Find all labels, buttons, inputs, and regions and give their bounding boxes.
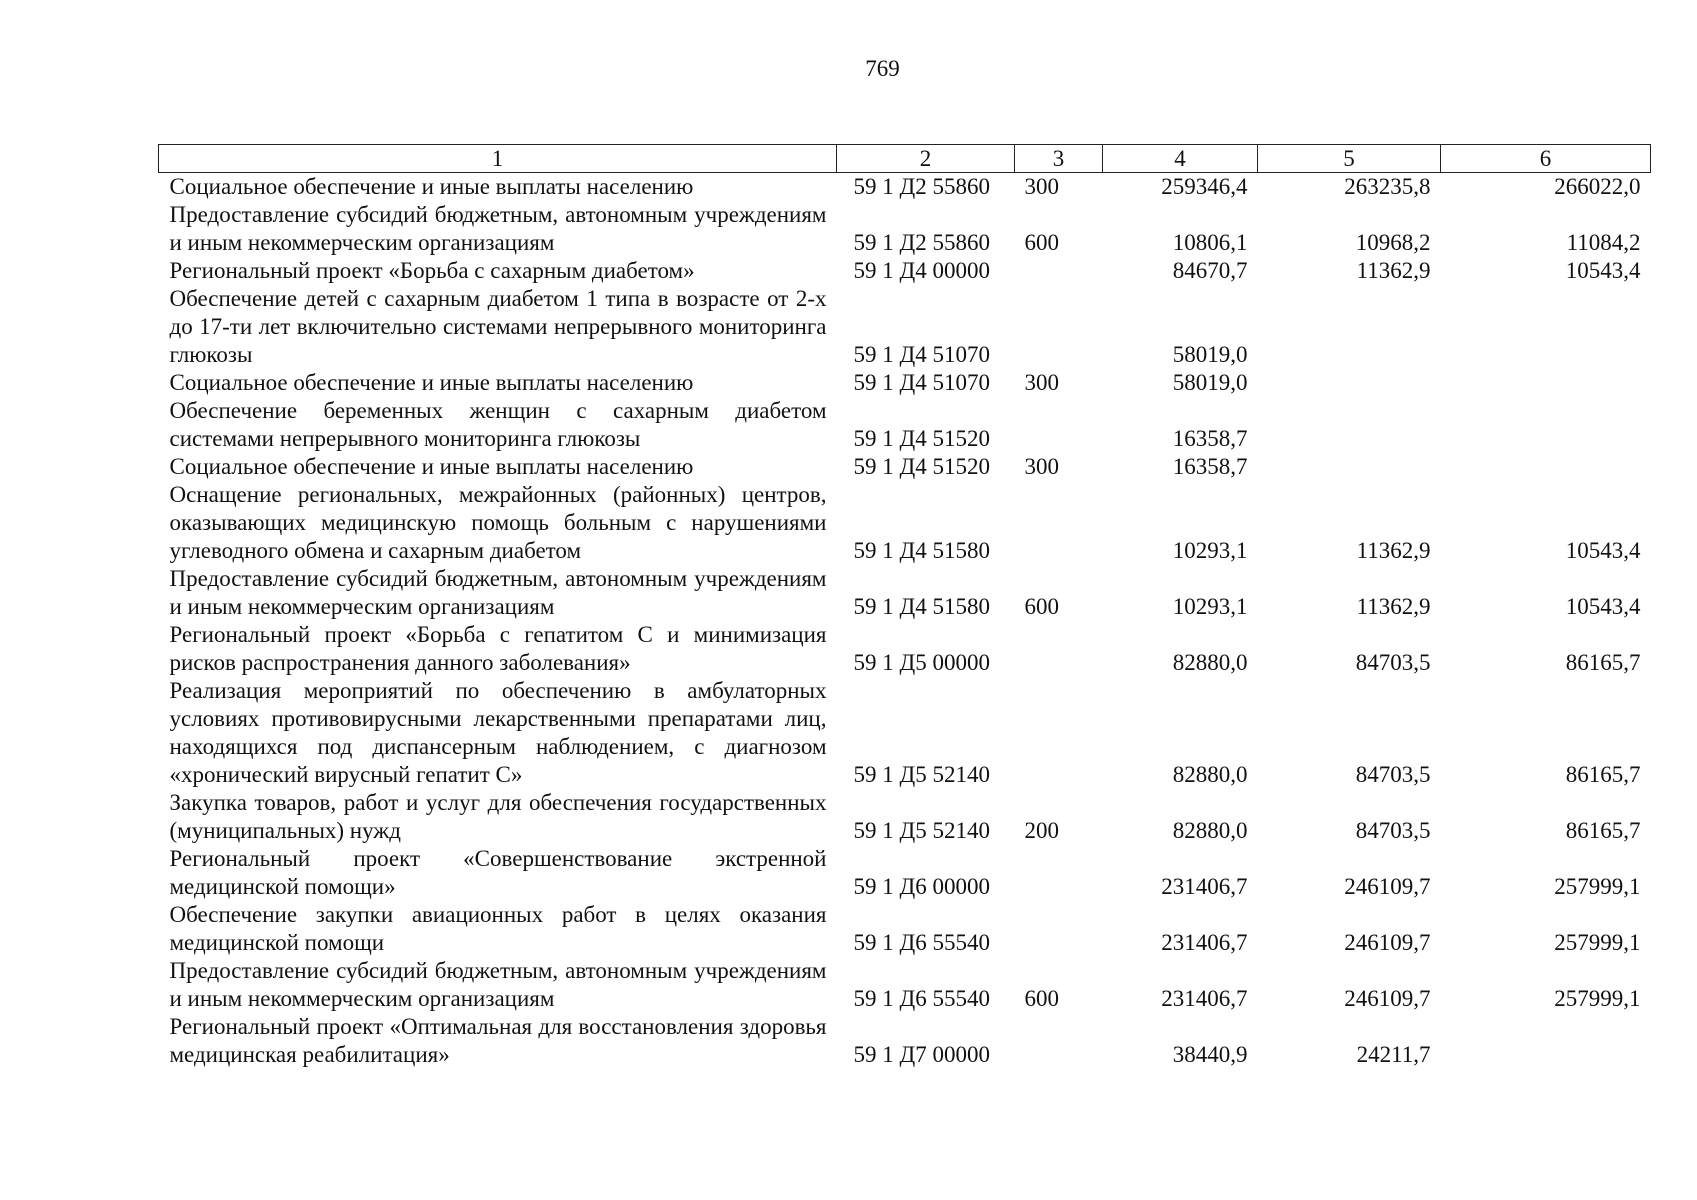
- page-number: 769: [865, 56, 900, 81]
- table-row: [159, 901, 1651, 957]
- table-row: [159, 957, 1651, 1013]
- row-code: 59 1 Д5 52140: [853, 818, 990, 843]
- row-value-col5: 263235,8: [1344, 174, 1431, 199]
- row-code: 59 1 Д7 00000: [853, 1042, 990, 1067]
- row-code: 59 1 Д4 51070: [853, 370, 990, 395]
- row-value-col4: 231406,7: [1161, 930, 1248, 955]
- row-expense-type: 300: [1024, 174, 1059, 199]
- row-name: Обеспечение детей с сахарным диабетом 1 типа в возрасте от 2-х до 17-ти лет включительно системами непрерывного мониторинга глюкозы: [169, 286, 827, 367]
- table-row: [159, 677, 1651, 789]
- column-header-1: 1: [159, 145, 837, 173]
- row-value-col5: 11362,9: [1356, 538, 1431, 563]
- row-value-col6: 266022,0: [1554, 174, 1641, 199]
- row-value-col4: 82880,0: [1172, 762, 1248, 787]
- row-code: 59 1 Д2 55860: [853, 230, 990, 255]
- table-row: [159, 1013, 1651, 1069]
- row-code: 59 1 Д4 51070: [853, 342, 990, 367]
- row-value-col6: [1441, 397, 1651, 453]
- row-value-col4: 231406,7: [1161, 986, 1248, 1011]
- row-expense-type: 300: [1024, 370, 1059, 395]
- row-value-col6: 86165,7: [1565, 762, 1641, 787]
- row-name: Региональный проект «Борьба с гепатитом С и минимизация рисков распространения данного заболевания»: [169, 622, 827, 675]
- table-row: [159, 285, 1651, 369]
- row-name: Предоставление субсидий бюджетным, автономным учреждениям и иным некоммерческим организациям: [169, 202, 827, 255]
- column-header-2: 2: [837, 145, 1015, 173]
- row-value-col6: 257999,1: [1554, 930, 1641, 955]
- row-value-col5: [1258, 453, 1441, 481]
- row-value-col5: [1258, 285, 1441, 369]
- row-code: 59 1 Д4 51580: [853, 594, 990, 619]
- row-value-col6: 10543,4: [1565, 258, 1641, 283]
- row-value-col4: 10806,1: [1172, 230, 1248, 255]
- row-code: 59 1 Д5 00000: [853, 650, 990, 675]
- row-value-col4: 231406,7: [1161, 874, 1248, 899]
- row-expense-type: 200: [1024, 818, 1059, 843]
- table-row: [159, 845, 1651, 901]
- row-expense-type: 300: [1024, 454, 1059, 479]
- row-expense-type: [1015, 621, 1103, 677]
- row-value-col4: 82880,0: [1172, 818, 1248, 843]
- row-value-col4: 259346,4: [1161, 174, 1248, 199]
- row-value-col5: 11362,9: [1356, 594, 1431, 619]
- row-value-col6: [1441, 285, 1651, 369]
- row-value-col5: 84703,5: [1355, 762, 1431, 787]
- row-value-col4: 10293,1: [1172, 538, 1248, 563]
- column-header-3: 3: [1015, 145, 1103, 173]
- row-expense-type: 600: [1024, 230, 1059, 255]
- table-body: [159, 173, 1651, 1070]
- row-value-col6: 11084,2: [1566, 230, 1641, 255]
- row-expense-type: [1015, 397, 1103, 453]
- table-row: [159, 621, 1651, 677]
- row-value-col4: 10293,1: [1172, 594, 1248, 619]
- row-value-col5: 246109,7: [1344, 986, 1431, 1011]
- row-expense-type: 600: [1024, 594, 1059, 619]
- row-value-col6: [1441, 453, 1651, 481]
- table-row: [159, 257, 1651, 285]
- row-expense-type: [1015, 285, 1103, 369]
- row-name: Социальное обеспечение и иные выплаты населению: [169, 370, 694, 395]
- row-expense-type: 600: [1024, 986, 1059, 1011]
- row-value-col6: [1441, 369, 1651, 397]
- row-name: Региональный проект «Совершенствование экстренной медицинской помощи»: [169, 846, 827, 899]
- row-name: Оснащение региональных, межрайонных (районных) центров, оказывающих медицинскую помощь больным с нарушениями углеводного обмена и сахарным диабетом: [169, 482, 827, 563]
- row-code: 59 1 Д4 00000: [853, 258, 990, 283]
- table-row: [159, 565, 1651, 621]
- row-value-col4: 84670,7: [1172, 258, 1248, 283]
- row-name: Региональный проект «Борьба с сахарным диабетом»: [169, 258, 695, 283]
- table-row: [159, 481, 1651, 565]
- table-header: [159, 145, 1651, 173]
- row-value-col6: 257999,1: [1554, 986, 1641, 1011]
- column-header-4: 4: [1103, 145, 1258, 173]
- table-row: [159, 173, 1651, 202]
- row-name: Обеспечение беременных женщин с сахарным диабетом системами непрерывного мониторинга глюкозы: [169, 398, 827, 451]
- row-value-col6: [1441, 1013, 1651, 1069]
- table-row: [159, 369, 1651, 397]
- row-name: Обеспечение закупки авиационных работ в целях оказания медицинской помощи: [169, 902, 827, 955]
- row-code: 59 1 Д2 55860: [853, 174, 990, 199]
- row-code: 59 1 Д6 00000: [853, 874, 990, 899]
- row-value-col5: 24211,7: [1356, 1042, 1431, 1067]
- column-header-6: 6: [1441, 145, 1651, 173]
- row-name: Региональный проект «Оптимальная для восстановления здоровья медицинская реабилитация»: [169, 1014, 827, 1067]
- row-name: Реализация мероприятий по обеспечению в амбулаторных условиях противовирусными лекарственными препаратами лиц, находящихся под диспансерным наблюдением, с диагнозом «хронический вирусный гепатит С»: [169, 678, 827, 787]
- row-code: 59 1 Д4 51580: [853, 538, 990, 563]
- row-expense-type: [1015, 845, 1103, 901]
- row-name: Предоставление субсидий бюджетным, автономным учреждениям и иным некоммерческим организациям: [169, 566, 827, 619]
- row-value-col6: 86165,7: [1565, 818, 1641, 843]
- row-code: 59 1 Д6 55540: [853, 930, 990, 955]
- row-value-col5: 84703,5: [1355, 818, 1431, 843]
- row-name: Предоставление субсидий бюджетным, автономным учреждениям и иным некоммерческим организациям: [169, 958, 827, 1011]
- row-value-col6: 10543,4: [1565, 594, 1641, 619]
- row-value-col4: 58019,0: [1172, 370, 1248, 395]
- row-value-col4: 82880,0: [1172, 650, 1248, 675]
- row-name: Социальное обеспечение и иные выплаты населению: [169, 174, 694, 199]
- row-value-col4: 16358,7: [1172, 454, 1248, 479]
- row-value-col5: [1258, 369, 1441, 397]
- row-expense-type: [1015, 901, 1103, 957]
- row-value-col5: [1258, 397, 1441, 453]
- table-row: [159, 397, 1651, 453]
- row-name: Закупка товаров, работ и услуг для обеспечения государственных (муниципальных) нужд: [169, 790, 827, 843]
- row-expense-type: [1015, 481, 1103, 565]
- row-name: Социальное обеспечение и иные выплаты населению: [169, 454, 694, 479]
- budget-table: [158, 144, 1651, 1069]
- row-value-col6: 10543,4: [1565, 538, 1641, 563]
- header-row: [159, 145, 1651, 173]
- column-header-5: 5: [1258, 145, 1441, 173]
- row-value-col5: 84703,5: [1355, 650, 1431, 675]
- row-expense-type: [1015, 1013, 1103, 1069]
- row-value-col6: 257999,1: [1554, 874, 1641, 899]
- row-value-col5: 246109,7: [1344, 930, 1431, 955]
- row-code: 59 1 Д4 51520: [853, 454, 990, 479]
- row-value-col4: 58019,0: [1172, 342, 1248, 367]
- row-value-col6: 86165,7: [1565, 650, 1641, 675]
- row-code: 59 1 Д4 51520: [853, 426, 990, 451]
- row-code: 59 1 Д5 52140: [853, 762, 990, 787]
- table-row: [159, 789, 1651, 845]
- row-code: 59 1 Д6 55540: [853, 986, 990, 1011]
- row-expense-type: [1015, 257, 1103, 285]
- row-value-col4: 38440,9: [1172, 1042, 1248, 1067]
- table-row: [159, 201, 1651, 257]
- row-value-col5: 11362,9: [1356, 258, 1431, 283]
- row-expense-type: [1015, 677, 1103, 789]
- row-value-col4: 16358,7: [1172, 426, 1248, 451]
- table-row: [159, 453, 1651, 481]
- row-value-col5: 246109,7: [1344, 874, 1431, 899]
- row-value-col5: 10968,2: [1355, 230, 1431, 255]
